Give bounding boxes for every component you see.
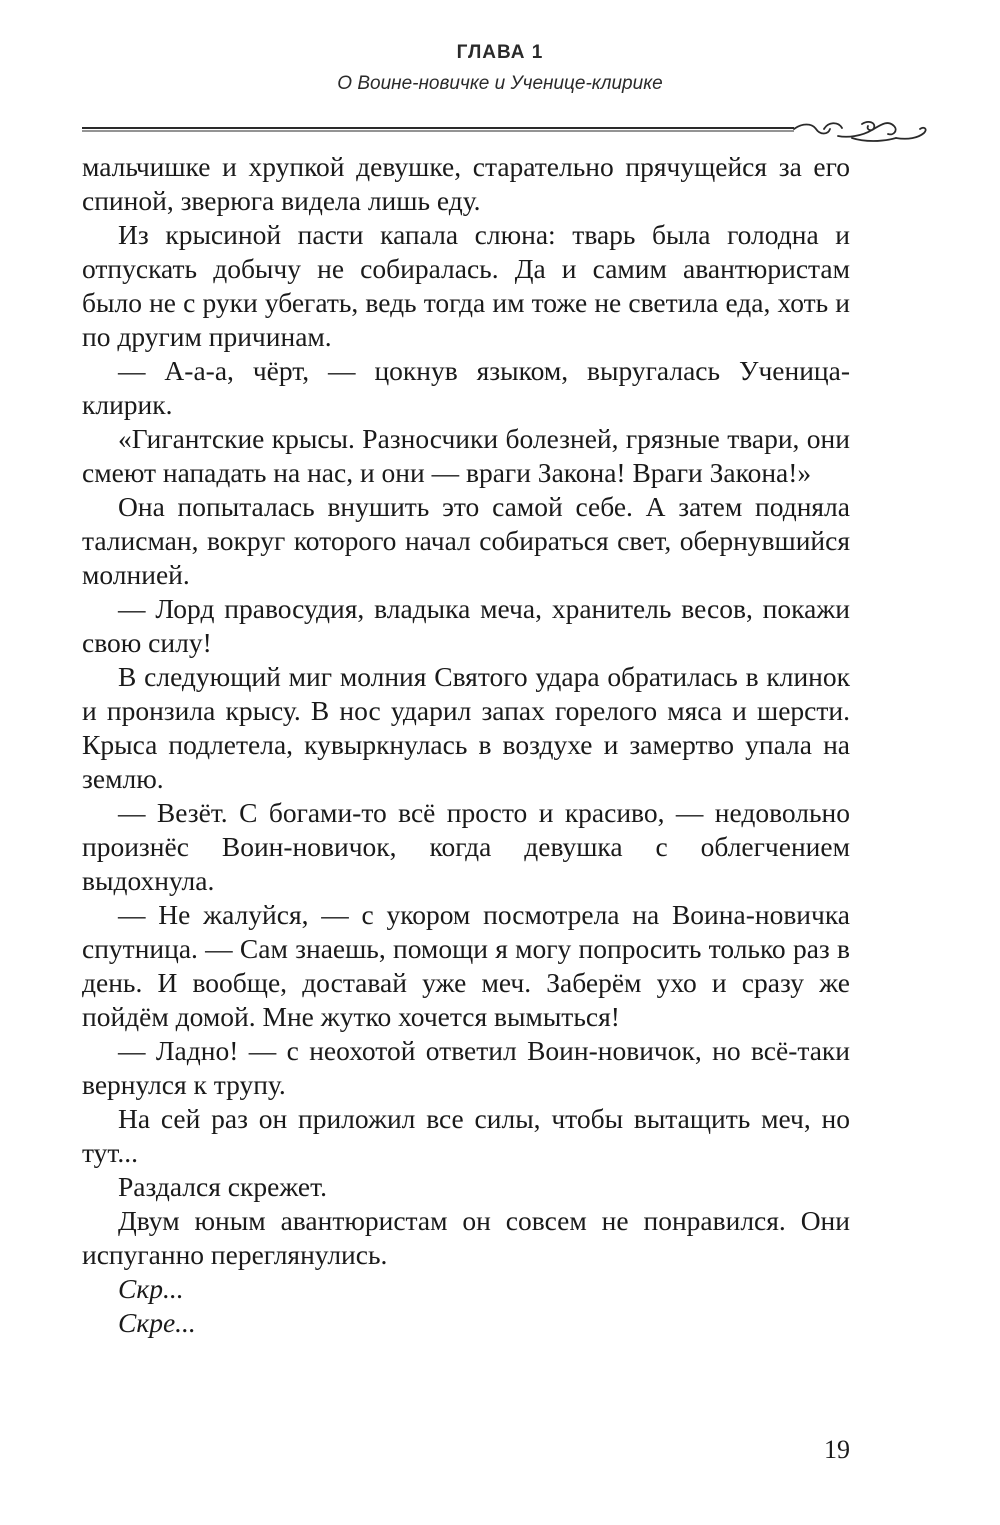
paragraph: Скр... (118, 1273, 184, 1304)
chapter-title: О Воине-новичке и Ученице-клирике (337, 73, 663, 94)
paragraph: — А-а-а, чёрт, — цокнув языком, выругалась Ученица-клирик. (82, 355, 850, 420)
paragraph: «Гигантские крысы. Разносчики болезней, грязные твари, они смеют нападать на нас, и они — враги Закона! Враги Закона!» (82, 423, 850, 488)
paragraph: — Лорд правосудия, владыка меча, хранитель весов, покажи свою силу! (82, 593, 850, 658)
paragraph: Раздался скрежет. (118, 1171, 327, 1202)
flourish-icon (794, 122, 926, 141)
page-number: 19 (824, 1435, 850, 1464)
chapter-label: ГЛАВА 1 (456, 42, 544, 63)
header-ornament-rule (82, 120, 932, 144)
running-header (0, 40, 1000, 98)
paragraph: Скре... (118, 1307, 196, 1338)
body-text (82, 150, 850, 1340)
paragraph: — Везёт. С богами-то всё просто и красиво, — недовольно произнёс Воин-новичок, когда девушка с облегчением выдохнула. (82, 797, 850, 896)
paragraph: В следующий миг молния Святого удара обратилась в клинок и пронзила крысу. В нос ударил запах горелого мяса и шерсти. Крыса подлетела, кувыркнулась в воздухе и замертво упала на землю. (82, 661, 850, 794)
paragraph: Из крысиной пасти капала слюна: тварь была голодна и отпускать добычу не собиралась. Да и самим авантюристам было не с руки убегать, ведь тогда им тоже не светила еда, хоть и по другим причинам. (82, 219, 850, 352)
paragraph: — Не жалуйся, — с укором посмотрела на Воина-новичка спутница. — Сам знаешь, помощи я могу попросить только раз в день. И вообще, доставай уже меч. Заберём ухо и сразу же пойдём домой. Мне жутко хочется вымыться! (82, 899, 850, 1032)
paragraph: На сей раз он приложил все силы, чтобы вытащить меч, но тут... (82, 1103, 850, 1168)
paragraph: Двум юным авантюристам он совсем не понравился. Они испуганно переглянулись. (82, 1205, 850, 1270)
paragraph: — Ладно! — с неохотой ответил Воин-новичок, но всё-таки вернулся к трупу. (82, 1035, 850, 1100)
paragraph: мальчишке и хрупкой девушке, старательно прячущейся за его спиной, зверюга видела лишь еду. (82, 151, 850, 216)
paragraph: Она попыталась внушить это самой себе. А затем подняла талисман, вокруг которого начал собираться свет, обернувшийся молнией. (82, 491, 850, 590)
